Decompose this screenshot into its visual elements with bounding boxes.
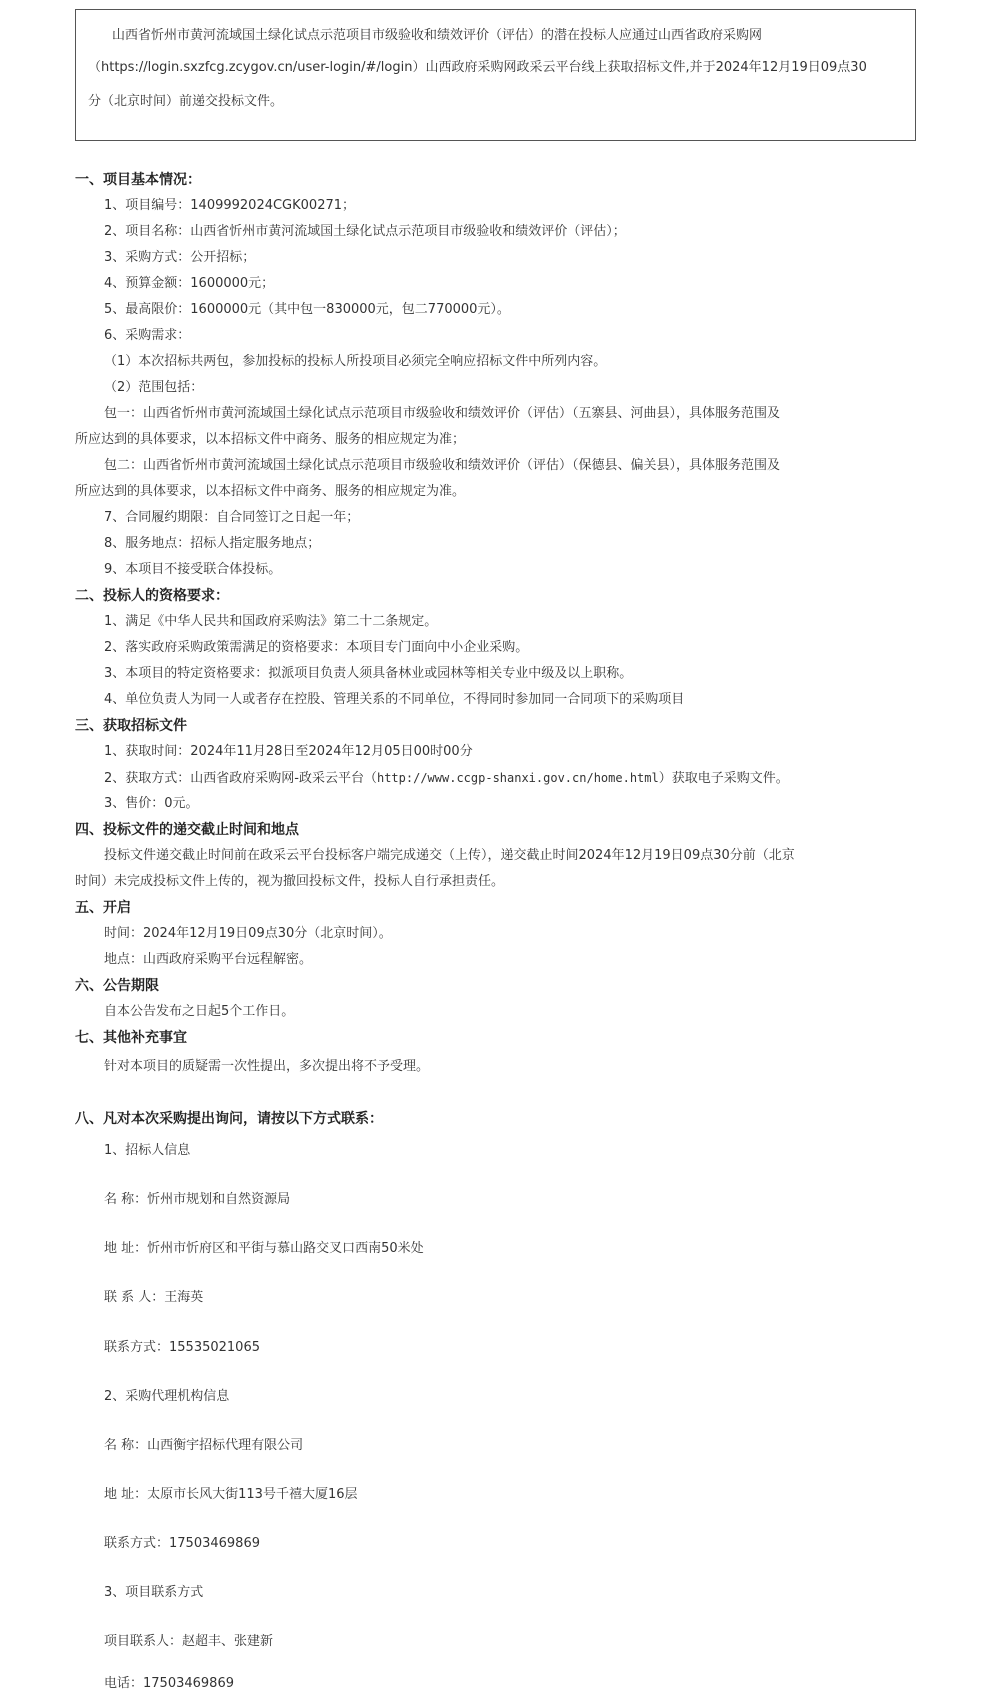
- section-1-heading: 一、项目基本情况：: [75, 172, 201, 188]
- section-4-heading: 四、投标文件的递交截止时间和地点: [75, 822, 299, 838]
- notice-line-3: 分（北京时间）前递交投标文件。: [88, 94, 284, 109]
- s8-contact-3-person: 项目联系人：赵超丰、张建新: [104, 1634, 274, 1649]
- section-2-heading: 二、投标人的资格要求：: [75, 588, 229, 604]
- s3-item-3: 3、售价：0元。: [104, 796, 199, 811]
- s5-time: 时间：2024年12月19日09点30分（北京时间）。: [104, 926, 392, 941]
- s8-contact-3-phone: 电话：17503469869: [104, 1676, 234, 1691]
- section-6-heading: 六、公告期限: [75, 978, 159, 994]
- s1-item-1: 1、项目编号：1409992024CGK00271；: [104, 198, 356, 213]
- s8-contact-1-address: 地 址：忻州市忻府区和平街与慕山路交叉口西南50米处: [104, 1241, 424, 1256]
- s1-item-6b: （2）范围包括：: [104, 380, 204, 395]
- section-5-heading: 五、开启: [75, 900, 131, 916]
- s8-contact-1-name: 名 称：忻州市规划和自然资源局: [104, 1192, 291, 1207]
- s2-item-4: 4、单位负责人为同一人或者存在控股、管理关系的不同单位，不得同时参加同一合同项下的采购项目: [104, 692, 685, 707]
- s3-item-2: [104, 769, 789, 788]
- s1-package-2-line-1: 包二：山西省忻州市黄河流域国土绿化试点示范项目市级验收和绩效评价（评估）（保德县、偏关县），具体服务范围及: [104, 458, 781, 473]
- s3-item-2-suffix: ）获取电子采购文件。: [658, 771, 789, 786]
- s4-paragraph-line-2: 时间）未完成投标文件上传的，视为撤回投标文件，投标人自行承担责任。: [75, 874, 505, 889]
- s8-contact-2-phone: 联系方式：17503469869: [104, 1536, 260, 1551]
- s1-item-8: 8、服务地点：招标人指定服务地点；: [104, 536, 321, 551]
- s1-item-3: 3、采购方式：公开招标；: [104, 250, 256, 265]
- s5-place: 地点：山西政府采购平台远程解密。: [104, 952, 313, 967]
- s8-contact-1-person: 联 系 人：王海英: [104, 1290, 204, 1305]
- s6-text: 自本公告发布之日起5个工作日。: [104, 1004, 295, 1019]
- s1-package-2-line-2: 所应达到的具体要求，以本招标文件中商务、服务的相应规定为准。: [75, 484, 466, 499]
- section-3-heading: 三、获取招标文件: [75, 718, 187, 734]
- s7-text: 针对本项目的质疑需一次性提出，多次提出将不予受理。: [104, 1059, 430, 1074]
- s1-item-2: 2、项目名称：山西省忻州市黄河流域国土绿化试点示范项目市级验收和绩效评价（评估）；: [104, 224, 626, 239]
- s8-contact-2-address: 地 址：太原市长风大街113号千禧大厦16层: [104, 1487, 358, 1502]
- s3-item-1: 1、获取时间：2024年11月28日至2024年12月05日00时00分: [104, 744, 473, 759]
- s2-item-1: 1、满足《中华人民共和国政府采购法》第二十二条规定。: [104, 614, 438, 629]
- s1-item-6a: （1）本次招标共两包，参加投标的投标人所投项目必须完全响应招标文件中所列内容。: [104, 354, 607, 369]
- s2-item-2: 2、落实政府采购政策需满足的资格要求：本项目专门面向中小企业采购。: [104, 640, 529, 655]
- s1-package-1-line-2: 所应达到的具体要求，以本招标文件中商务、服务的相应规定为准；: [75, 432, 466, 447]
- section-8-heading: 八、凡对本次采购提出询问，请按以下方式联系：: [75, 1111, 383, 1127]
- s8-contact-3-title: 3、项目联系方式: [104, 1585, 204, 1600]
- s8-contact-2-title: 2、采购代理机构信息: [104, 1389, 230, 1404]
- notice-line-1: 山西省忻州市黄河流域国土绿化试点示范项目市级验收和绩效评价（评估）的潜在投标人应通过山西省政府采购网: [112, 28, 763, 43]
- s4-paragraph-line-1: 投标文件递交截止时间前在政采云平台投标客户端完成递交（上传），递交截止时间2024年12月19日09点30分前（北京: [104, 848, 795, 863]
- section-7-heading: 七、其他补充事宜: [75, 1030, 187, 1046]
- s1-item-9: 9、本项目不接受联合体投标。: [104, 562, 282, 577]
- s1-item-5: 5、最高限价：1600000元（其中包一830000元，包二770000元）。: [104, 302, 510, 317]
- ccgp-link[interactable]: http://www.ccgp-shanxi.gov.cn/home.html: [376, 771, 659, 785]
- s8-contact-1-phone: 联系方式：15535021065: [104, 1340, 260, 1355]
- s1-item-4: 4、预算金额：1600000元；: [104, 276, 275, 291]
- notice-box: [75, 9, 916, 141]
- s2-item-3: 3、本项目的特定资格要求：拟派项目负责人须具备林业或园林等相关专业中级及以上职称。: [104, 666, 633, 681]
- s1-item-6: 6、采购需求：: [104, 328, 191, 343]
- s1-package-1-line-1: 包一：山西省忻州市黄河流域国土绿化试点示范项目市级验收和绩效评价（评估）（五寨县、河曲县），具体服务范围及: [104, 406, 781, 421]
- s8-contact-2-name: 名 称：山西衡宇招标代理有限公司: [104, 1438, 304, 1453]
- s3-item-2-prefix: 2、获取方式：山西省政府采购网-政采云平台（: [104, 771, 377, 786]
- s8-contact-1-title: 1、招标人信息: [104, 1143, 191, 1158]
- s1-item-7: 7、合同履约期限：自合同签订之日起一年；: [104, 510, 360, 525]
- notice-line-2: （https://login.sxzfcg.zcygov.cn/user-login/#/login）山西政府采购网政采云平台线上获取招标文件,并于2024年12月19日09点30: [88, 60, 867, 75]
